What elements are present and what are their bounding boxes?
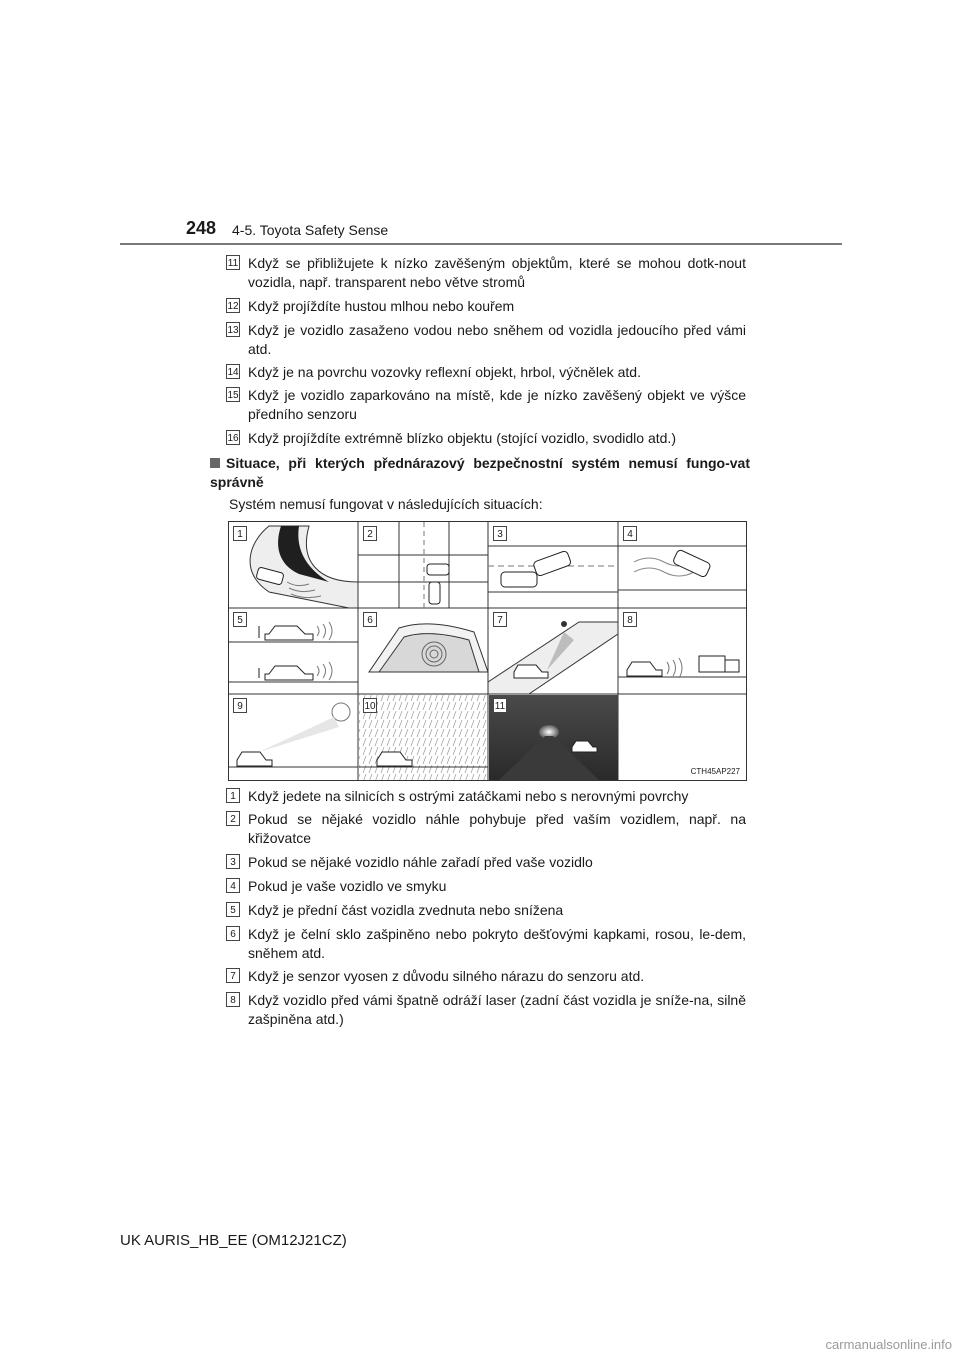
- list-item: [226, 386, 746, 424]
- watermark: carmanualsonline.info: [825, 1337, 952, 1352]
- list-item-text: Když je čelní sklo zašpiněno nebo pokryto dešťovými kapkami, rosou, le-dem, sněhem atd.: [248, 926, 746, 961]
- list-item-text: Když je na povrchu vozovky reflexní objekt, hrbol, výčnělek atd.: [248, 364, 641, 380]
- subsection-heading: [210, 454, 750, 492]
- list-item-text: Když projíždíte hustou mlhou nebo kouřem: [248, 298, 515, 314]
- list-item: [226, 321, 746, 359]
- list-item-text: Když vozidlo před vámi špatně odráží laser (zadní část vozidla je sníže-na, silně zašpiněna atd.): [248, 992, 746, 1027]
- panel-sun-glare: [229, 703, 358, 767]
- item-number-badge: 16: [226, 430, 240, 445]
- footer-model: UK AURIS_HB_EE (OM12J21CZ): [120, 1232, 347, 1249]
- list-item-text: Pokud se nějaké vozidlo náhle pohybuje před vaším vozidlem, např. na křižovatce: [248, 811, 746, 846]
- list-item: [226, 810, 746, 848]
- page-number: 248: [186, 218, 217, 238]
- panel-label: 2: [363, 526, 377, 541]
- list-item: [226, 901, 746, 920]
- panel-label: 10: [363, 698, 377, 713]
- list-item: [226, 254, 746, 292]
- panel-label: 6: [363, 612, 377, 627]
- list-item-text: Když projíždíte extrémně blízko objektu (stojící vozidlo, svodidlo atd.): [248, 430, 676, 446]
- list-item: [226, 967, 746, 986]
- panel-label: 3: [493, 526, 507, 541]
- situations-figure: [228, 521, 747, 781]
- section-title: 4-5. Toyota Safety Sense: [232, 222, 389, 238]
- item-number-badge: 2: [226, 811, 240, 826]
- panel-cut-in: [488, 546, 618, 592]
- list-item: [226, 363, 746, 382]
- panel-raised-lowered: [229, 622, 358, 682]
- item-number-badge: 12: [226, 298, 240, 313]
- item-number-badge: 5: [226, 902, 240, 917]
- panel-label: 1: [233, 526, 247, 541]
- list-item-text: Pokud se nějaké vozidlo náhle zařadí před vaše vozidlo: [248, 854, 593, 870]
- item-number-badge: 13: [226, 322, 240, 337]
- panel-label: 11: [493, 698, 507, 713]
- panel-windshield: [369, 624, 488, 672]
- list-item-text: Když jedete na silnicích s ostrými zatáčkami nebo s nerovnými povrchy: [248, 788, 689, 804]
- panel-intersection: [358, 522, 488, 608]
- list-item-text: Když je přední část vozidla zvednuta nebo snížena: [248, 902, 564, 918]
- list-item: [226, 429, 746, 448]
- item-number-badge: 8: [226, 992, 240, 1007]
- header-rule: [120, 243, 842, 245]
- list-item-text: Když je vozidlo zasaženo vodou nebo sněhem od vozidla jedoucího před vámi atd.: [248, 322, 746, 357]
- list-item: [226, 991, 746, 1029]
- list-item: [226, 297, 746, 316]
- panel-label: 7: [493, 612, 507, 627]
- panel-label: 5: [233, 612, 247, 627]
- panel-tunnel: [489, 695, 618, 780]
- intro-text: Systém nemusí fungovat v následujících situacích:: [229, 496, 543, 512]
- figure-code: CTH45AP227: [690, 767, 740, 776]
- item-number-badge: 15: [226, 387, 240, 402]
- item-number-badge: 11: [226, 255, 240, 270]
- panel-skid: [618, 546, 746, 590]
- list-item: [226, 787, 746, 806]
- panel-truck: [618, 656, 746, 678]
- item-number-badge: 4: [226, 878, 240, 893]
- subsection-heading-text: Situace, při kterých přednárazový bezpečnostní systém nemusí fungo-vat správně: [210, 455, 750, 490]
- situations-illustration: [229, 522, 746, 780]
- item-number-badge: 3: [226, 854, 240, 869]
- item-number-badge: 1: [226, 788, 240, 803]
- list-item-text: Když se přibližujete k nízko zavěšeným objektům, které se mohou dotk-nout vozidla, např. transparent nebo větve stromů: [248, 255, 746, 290]
- list-item: [226, 853, 746, 872]
- list-item: [226, 877, 746, 896]
- panel-sharp-curve: [250, 526, 358, 608]
- item-number-badge: 7: [226, 968, 240, 983]
- panel-label: 8: [623, 612, 637, 627]
- panel-misaligned-sensor: [488, 621, 618, 694]
- panel-label: 9: [233, 698, 247, 713]
- item-number-badge: 6: [226, 926, 240, 941]
- list-item-text: Pokud je vaše vozidlo ve smyku: [248, 878, 447, 894]
- list-item-text: Když je vozidlo zaparkováno na místě, kde je nízko zavěšený objekt ve výšce předního senzoru: [248, 387, 746, 422]
- square-bullet-icon: [210, 458, 220, 468]
- list-item: [226, 925, 746, 963]
- panel-label: 4: [623, 526, 637, 541]
- item-number-badge: 14: [226, 364, 240, 379]
- list-item-text: Když je senzor vyosen z důvodu silného nárazu do senzoru atd.: [248, 968, 645, 984]
- panel-rain: [359, 695, 488, 780]
